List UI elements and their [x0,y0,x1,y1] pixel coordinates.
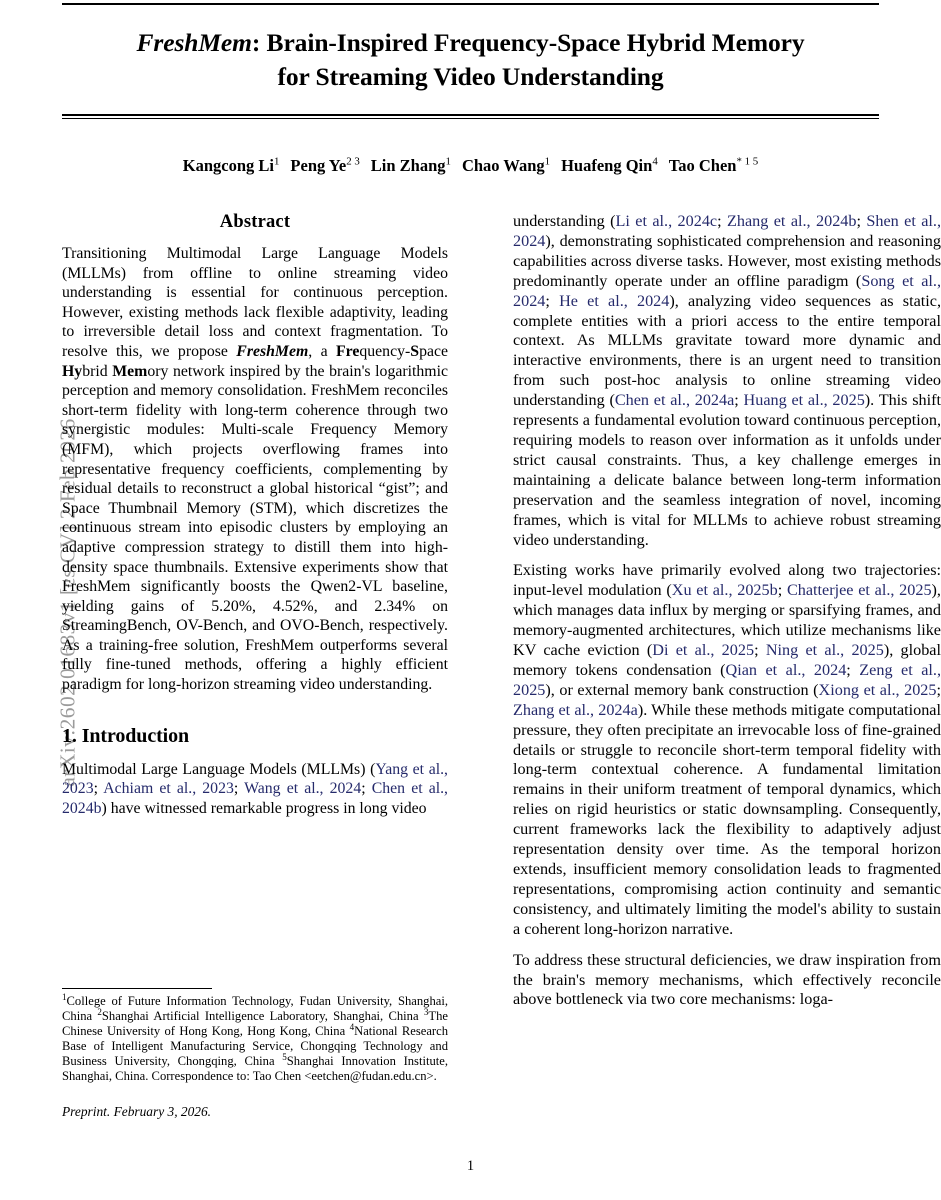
cite-sep: ; [777,581,787,600]
right-column [513,212,941,1021]
footnote-block [62,988,448,1120]
intro-paragraph-1-left [62,760,448,819]
author-2 [371,156,451,175]
title-rule-lower [62,118,879,119]
intro2-text-d: ), or external memory bank construction ( [545,680,819,699]
intro-text-c: ), demonstrating sophisticated comprehension and reasoning capabilities across diverse tasks. However, most existing methods predominantly operate under an offline paradigm ( [513,231,941,290]
cite-sep: ; [717,212,727,230]
footnote-rule [62,988,212,989]
abstract-text-d: pace [419,342,448,360]
intro-paragraph-3: To address these structural deficiencies, we draw inspiration from the brain's memory mechanisms, which effectively reconcile above bottleneck via two core mechanisms: loga- [513,950,941,1009]
affil-marker-1: 1 [62,991,67,1002]
intro2-text-b: ), which manages data influx by merging or sparsifying frames, and memory-augmented architectures, which utilize mechanisms like KV cache eviction ( [513,581,941,660]
cite-sep: ; [754,641,766,660]
citation-link[interactable]: Zhang et al., 2024a [513,700,638,719]
citation-link[interactable]: Achiam et al., 2023 [103,780,234,798]
citation-link[interactable]: Qian et al., 2024 [725,660,847,679]
cite-sep: ; [734,391,744,410]
cite-sep: ; [361,780,372,798]
intro-cont-a: understanding ( [513,212,616,230]
author-affil-marker: 1 [544,155,551,168]
intro2-text-e: ). While these methods mitigate computational pressure, they often precipitate an irrevocable loss of fine-grained details or struggle to reconcile short-term temporal fidelity with long-term contextual coherence. A fundamental limitation remains in their uniform treatment of temporal dynamics, which relies on rigid heuristics or static downsampling. Consequently, current frameworks lack the flexibility to adaptively adjust representation density over time. As the temporal horizon extends, insufficient memory consolidation leads to fragmented representations, compromising action continuity and semantic consistency, and ultimately limiting the model's ability to sustain a coherent long-horizon narrative. [513,700,941,938]
title-line2: for Streaming Video Understanding [277,62,664,91]
author-name: Peng Ye [290,156,347,175]
abstract-text-b: , a [308,342,336,360]
left-column [62,212,448,829]
intro-text-d: ), analyzing video sequences as static, complete entities with a priori access to the entire temporal context. As MLLMs gravitate toward more dynamic and interactive environments, there is an urgent need to transition from such post-hoc analysis to online streaming video understanding ( [513,291,941,410]
author-name: Lin Zhang [370,156,446,175]
author-1 [290,156,359,175]
citation-link[interactable]: He et al., 2024 [559,291,670,310]
abstract-text-e: brid [82,362,113,380]
citation-link[interactable]: Zhang et al., 2024b [727,212,857,230]
author-list [62,155,879,177]
abstract-s: S [410,342,420,360]
citation-link[interactable]: Ning et al., 2025 [765,641,884,660]
citation-link[interactable]: Song et al., 2024 [513,271,941,310]
affiliation-footnote [62,991,448,1085]
affil-text-4: National Research Base of Intelligent Manufacturing Service, Chongqing Technology and Business University, Chongqing, China [62,1024,448,1069]
cite-sep: ; [93,780,104,798]
author-name: Chao Wang [461,156,545,175]
author-name: Kangcong Li [182,156,274,175]
author-5 [669,156,758,175]
cite-sep: ; [846,660,860,679]
cite-sep: ; [233,780,245,798]
affil-marker-3: 3 [423,1006,429,1017]
citation-link[interactable]: Yang et al., 2023 [62,760,449,798]
author-affil-marker: 1 [445,155,451,168]
citation-link[interactable]: Chen et al., 2024a [614,391,735,410]
author-affil-marker: 4 [652,155,658,168]
abstract-fre: Fre [335,342,360,360]
title-rule-upper [62,114,879,116]
top-rule [62,3,879,5]
affil-marker-4: 4 [349,1022,355,1032]
abstract-hy: Hy [62,362,83,380]
intro-paragraph-2 [513,561,941,939]
intro2-text-c: ), global memory tokens condensation ( [513,641,941,679]
author-3 [462,156,550,175]
page-number: 1 [466,1158,475,1174]
citation-link[interactable]: Di et al., 2025 [652,641,755,660]
citation-link[interactable]: Chatterjee et al., 2025 [786,581,932,600]
page-title [62,26,879,94]
citation-link[interactable]: Xiong et al., 2025 [818,680,937,699]
author-name: Huafeng Qin [561,156,653,175]
title-line1-rest: : Brain-Inspired Frequency-Space Hybrid Memory [251,28,805,57]
citation-link[interactable]: Zeng et al., 2025 [513,660,941,699]
citation-link[interactable]: Huang et al., 2025 [743,391,865,410]
citation-link[interactable]: Wang et al., 2024 [244,780,362,798]
author-affil-marker: 2 3 [346,155,360,168]
abstract-mem: Mem [112,362,148,380]
section-heading-introduction: 1. Introduction [62,724,190,747]
cite-sep: ; [856,212,867,230]
abstract-freshmem: FreshMem [236,342,309,360]
affil-text-2: Shanghai Artificial Intelligence Laboratory, Shanghai, China [101,1009,424,1024]
abstract-text-f: ory network inspired by the brain's logarithmic perception and memory consolidation. FreshMem reconciles short-term fidelity with long-term coherence through two synergistic modules: Multi-scale Frequency Memory (MFM), which projects overflowing frames into representative frequency coefficients, complementing by residual details to reconstruct a global historical “gist”; and Space Thumbnail Memory (STM), which discretizes the continuous stream into episodic clusters by employing an adaptive compression strategy to distill them into high-density space thumbnails. Extensive experiments show that FreshMem significantly boosts the Qwen2-VL baseline, yielding gains of 5.20%, 4.52%, and 2.34% on StreamingBench, OV-Bench, and OVO-Bench, respectively. As a training-free solution, FreshMem outperforms several fully fine-tuned methods, offering a highly efficient paradigm for long-horizon streaming video understanding. [62,362,448,694]
intro-text-e: ). This shift represents a fundamental evolution toward continuous perception, requiring models to reason over information as it unfolds under strict causal constraints. Thus, a key challenge emerges in maintaining a delicate balance between long-term information preservation and the seamless integration of novel, incoming frames, which is vital for MLLMs to achieve robust streaming video understanding. [513,391,941,549]
affil-marker-2: 2 [97,1006,102,1017]
intro-paragraph-1-right [513,212,941,550]
author-affil-marker: 1 [273,155,280,168]
citation-link[interactable]: Li et al., 2024c [615,212,718,230]
citation-link[interactable]: Chen et al., 2024b [62,780,449,817]
affil-marker-5: 5 [282,1052,287,1063]
abstract-text-a: Transitioning Multimodal Large Language Models (MLLMs) from offline to online streaming video understanding is essential for continuous perception. However, existing methods lack flexible adaptivity, leading to irreversible detail loss and context fragmentation. To resolve this, we propose [62,245,448,360]
arxiv-stamp: arXiv:2602.01683v1 [cs.CV] 2 Feb 2026 [55,418,80,787]
author-affil-marker: * 1 5 [736,155,759,168]
citation-link[interactable]: Xu et al., 2025b [671,581,778,600]
author-name: Tao Chen [668,156,737,175]
cite-sep: ; [545,291,560,310]
abstract-paragraph [62,244,448,695]
citation-link[interactable]: Shen et al., 2024 [513,212,941,250]
cite-sep: ; [936,680,941,699]
affil-text-5: Shanghai Innovation Institute, Shanghai, China. Correspondence to: Tao Chen <eetchen@fudan.edu.cn>. [62,1054,448,1084]
preprint-notice: Preprint. February 3, 2026. [62,1103,212,1119]
abstract-text-c: quency- [359,342,411,360]
affil-text-1: College of Future Information Technology, Fudan University, Shanghai, China [62,994,448,1024]
affil-text-3: The Chinese University of Hong Kong, Hong Kong, China [62,1009,448,1039]
author-0 [183,156,280,175]
intro2-text-a: Existing works have primarily evolved along two trajectories: input-level modulation ( [513,561,941,600]
title-emphasis: FreshMem [136,28,252,57]
intro-text-b-truncated: ) have witnessed remarkable progress in long video [101,799,427,817]
abstract-heading: Abstract [219,212,291,232]
intro-text-a: Multimodal Large Language Models (MLLMs) ( [62,760,376,778]
author-4 [561,156,658,175]
